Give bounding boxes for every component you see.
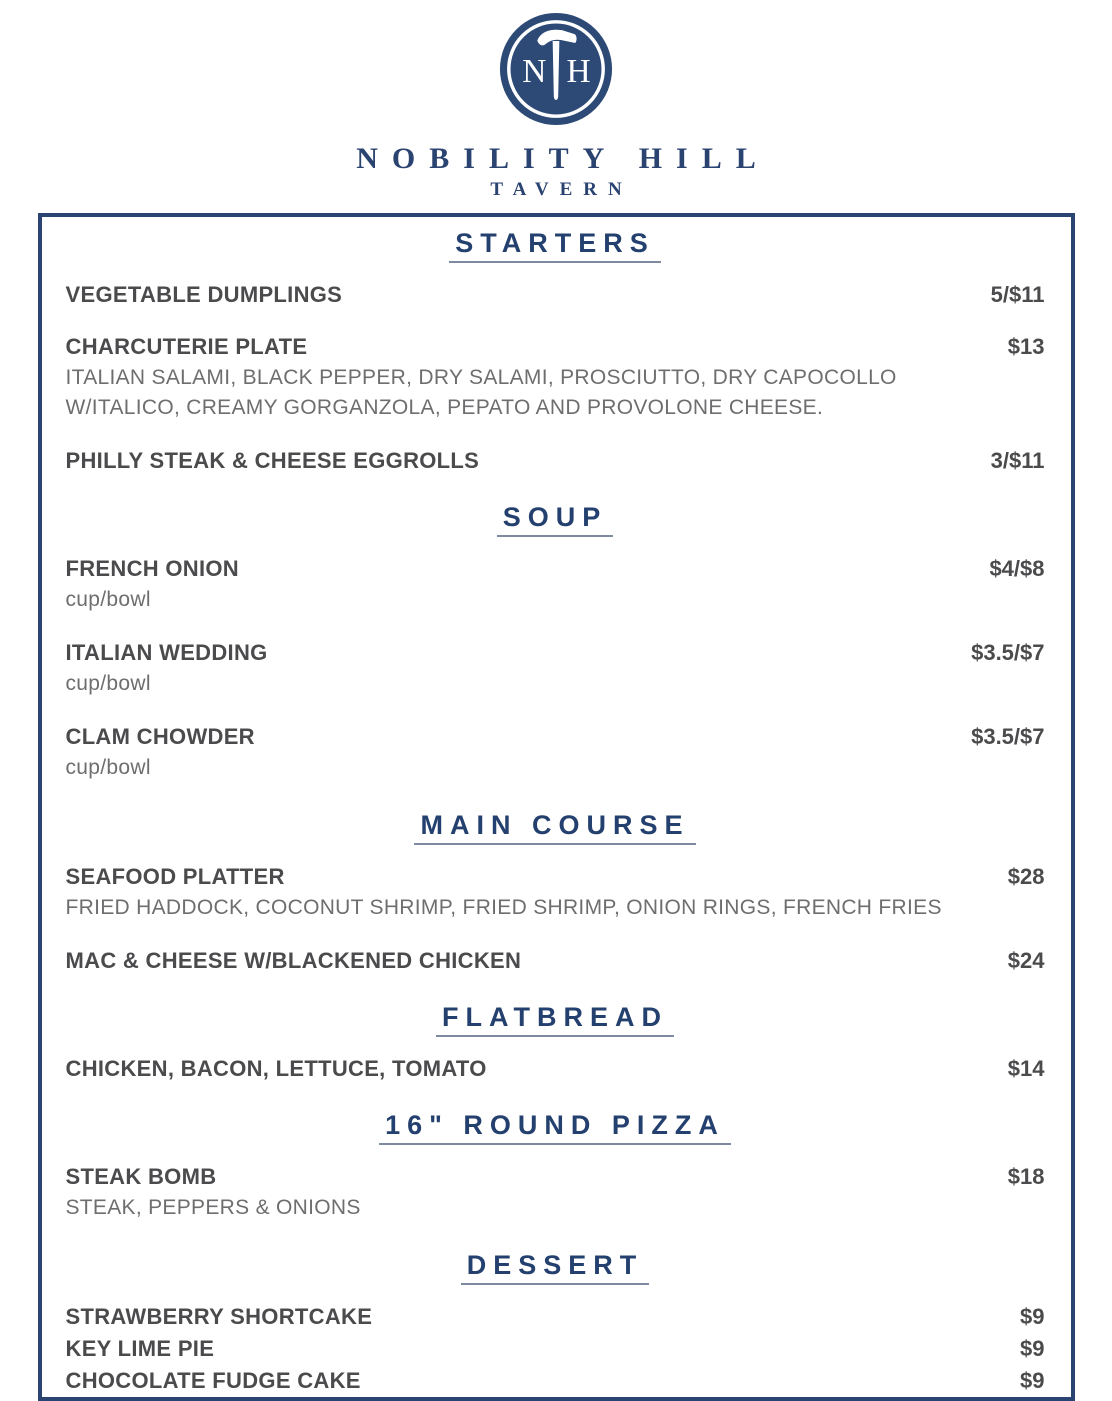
item-name: FRENCH ONION [65, 556, 239, 581]
menu-item [66, 1303, 1045, 1331]
menu-item-line [66, 1335, 1045, 1363]
section-heading-wrap [66, 999, 1045, 1055]
section-title: MAIN COURSE [414, 811, 695, 845]
menu-item-line [66, 639, 1045, 667]
item-name: SEAFOOD PLATTER [65, 864, 285, 889]
menu-item [66, 333, 1045, 423]
item-name: CHARCUTERIE PLATE [65, 334, 308, 359]
section-heading-wrap [66, 225, 1045, 281]
menu-item [66, 1163, 1045, 1223]
menu-item [66, 1055, 1045, 1083]
brand-header [0, 0, 1112, 201]
item-description: cup/bowl [65, 588, 151, 611]
item-name: MAC & CHEESE W/BLACKENED CHICKEN [65, 948, 522, 973]
brand-subtitle: TAVERN [490, 179, 633, 200]
menu-box [38, 213, 1075, 1401]
section-title: STARTERS [449, 229, 661, 263]
section-title: DESSERT [461, 1251, 650, 1285]
item-name: CHOCOLATE FUDGE CAKE [65, 1368, 361, 1393]
monogram-n: N [522, 52, 547, 90]
item-price: $4/$8 [989, 556, 1045, 581]
section-title: SOUP [497, 503, 614, 537]
item-price: $3.5/$7 [971, 640, 1045, 665]
item-price: $18 [1007, 1164, 1045, 1189]
menu-section [66, 1107, 1045, 1223]
menu-section [66, 999, 1045, 1083]
item-price: $9 [1020, 1368, 1045, 1393]
item-name: STRAWBERRY SHORTCAKE [65, 1304, 373, 1329]
menu-item-line [66, 1055, 1045, 1083]
menu-item-line [66, 555, 1045, 583]
item-description: STEAK, PEPPERS & ONIONS [65, 1196, 361, 1219]
menu-section [66, 807, 1045, 975]
section-heading-wrap [66, 1107, 1045, 1163]
item-description: cup/bowl [65, 672, 151, 695]
menu-item-line [66, 1163, 1045, 1191]
menu-item-line [66, 863, 1045, 891]
item-price: $24 [1007, 948, 1045, 973]
menu-section [66, 499, 1045, 783]
item-name: STEAK BOMB [65, 1164, 217, 1189]
brand-logo [497, 10, 615, 128]
item-name: KEY LIME PIE [65, 1336, 215, 1361]
section-heading-wrap [66, 499, 1045, 555]
menu-item-line [66, 1303, 1045, 1331]
menu-item-line [66, 947, 1045, 975]
menu-sections [66, 225, 1045, 1395]
item-description: cup/bowl [65, 756, 151, 779]
item-name: ITALIAN WEDDING [65, 640, 268, 665]
item-price: $13 [1007, 334, 1045, 359]
menu-item-line [66, 333, 1045, 361]
section-title: 16" ROUND PIZZA [379, 1111, 731, 1145]
item-price: 5/$11 [990, 282, 1045, 307]
menu-item-line [66, 723, 1045, 751]
item-price: $9 [1020, 1304, 1045, 1329]
item-description: ITALIAN SALAMI, BLACK PEPPER, DRY SALAMI, PROSCIUTTO, DRY CAPOCOLLO W/ITALICO, CREAMY GORGANZOLA, PEPATO AND PROVOLONE CHEESE. [65, 366, 897, 419]
item-name: CHICKEN, BACON, LETTUCE, TOMATO [65, 1056, 487, 1081]
item-name: PHILLY STEAK & CHEESE EGGROLLS [65, 448, 480, 473]
item-name: VEGETABLE DUMPLINGS [65, 282, 343, 307]
menu-section [66, 225, 1045, 475]
menu-item [66, 281, 1045, 309]
item-price: $28 [1007, 864, 1045, 889]
section-heading-wrap [66, 807, 1045, 863]
section-title: FLATBREAD [436, 1003, 674, 1037]
section-heading-wrap [66, 1247, 1045, 1303]
menu-item-line [66, 281, 1045, 309]
item-description: FRIED HADDOCK, COCONUT SHRIMP, FRIED SHRIMP, ONION RINGS, FRENCH FRIES [65, 896, 942, 919]
menu-section [66, 1247, 1045, 1395]
item-price: 3/$11 [990, 448, 1045, 473]
item-price: $9 [1020, 1336, 1045, 1361]
item-name: CLAM CHOWDER [65, 724, 255, 749]
menu-item [66, 947, 1045, 975]
brand-name: NOBILITY HILL [356, 142, 770, 175]
menu-item [66, 1335, 1045, 1363]
menu-item [66, 639, 1045, 699]
item-price: $3.5/$7 [971, 724, 1045, 749]
menu-item [66, 447, 1045, 475]
menu-item [66, 863, 1045, 923]
monogram-h: H [566, 52, 591, 90]
menu-item-line [66, 447, 1045, 475]
menu-item [66, 723, 1045, 783]
item-price: $14 [1007, 1056, 1045, 1081]
menu-item [66, 555, 1045, 615]
